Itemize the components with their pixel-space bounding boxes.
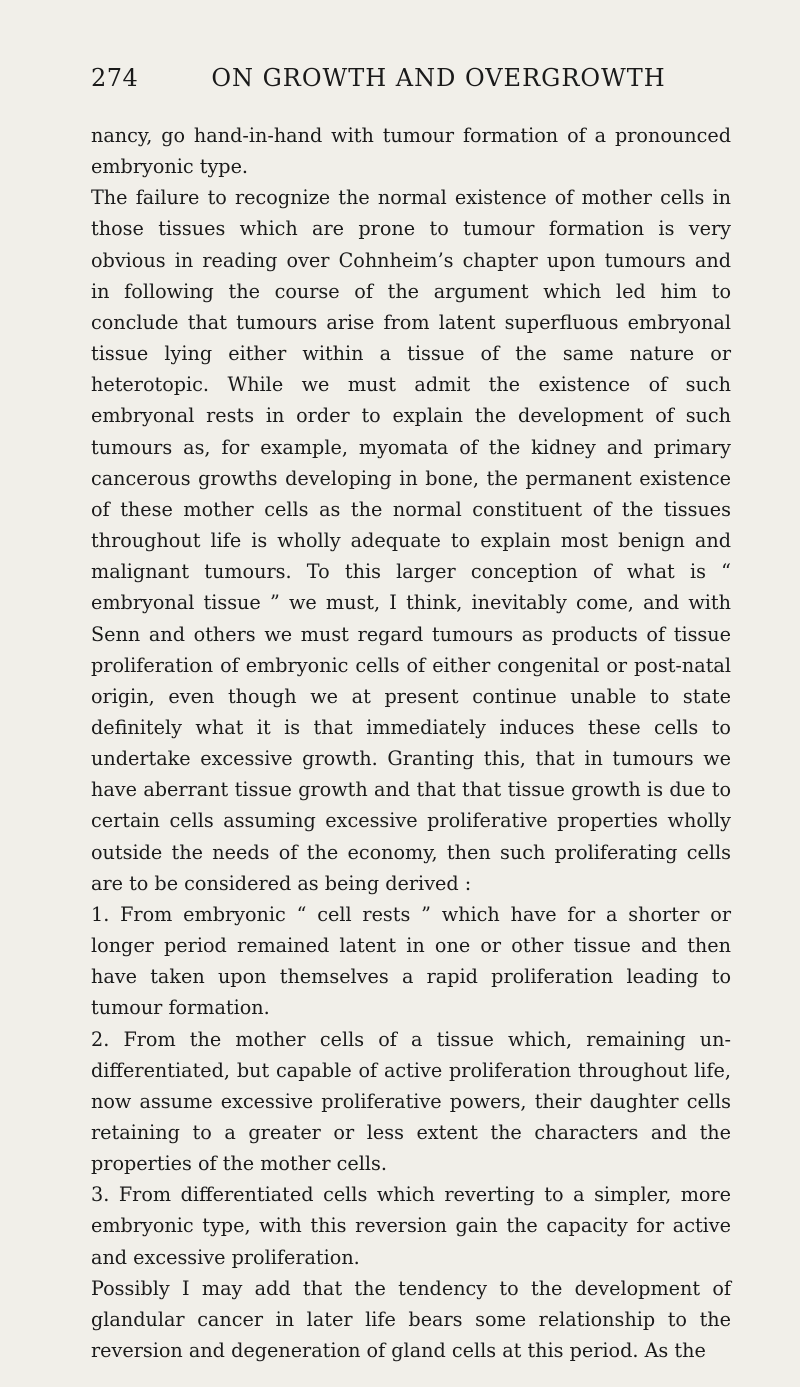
paragraph: The failure to recognize the normal existence of mother cells in those tissues which are prone to tumour formation is very obvious in reading over Cohnheim’s chapter upon tumours and in following the course of the argument which led him to conclude that tumours arise from latent superfluous embryonal tissue lying either within a tissue of the same nature or heterotopic. While we must admit the existence of such embryonal rests in order to explain the development of such tumours as, for example, myomata of the kidney and primary cancerous growths developing in bone, the permanent existence of these mother cells as the normal constituent of the tissues throughout life is wholly adequate to explain most benign and malignant tumours. To this larger conception of what is “ embryonal tissue ” we must, I think, inevitably come, and with Senn and others we must regard tumours as products of tissue proliferation of embryonic cells of either congenital or post-natal origin, even though we at present continue unable to state definitely what it is that immediately induces these cells to undertake excessive growth. Granting this, that in tumours we have aberrant tissue growth and that that tissue growth is due to certain cells assuming excessive proliferative properties wholly outside the needs of the economy, then such proliferating cells are to be considered as being derived : bbox=[91, 186, 731, 895]
paragraph: Possibly I may add that the tendency to the development of glandular cancer in later life bears some relationship to the reversion and degeneration of gland cells at this period. As the bbox=[91, 1276, 731, 1363]
list-item: 3. From differentiated cells which reverting to a simpler, more embryonic type, with this reversion gain the capacity for active and excessive proliferation. bbox=[91, 1183, 731, 1269]
list-item: 2. From the mother cells of a tissue which, remaining undifferentiated, but capable of active proliferation throughout life, now assume excessive proliferative powers, their daughter cells retaining to a greater or less extent the characters and the properties of the mother cells. bbox=[91, 1027, 731, 1176]
paragraph: nancy, go hand-in-hand with tumour formation of a pronounced embryonic type. bbox=[91, 124, 731, 179]
running-title: ON GROWTH AND OVERGROWTH bbox=[211, 64, 666, 92]
list-item: 1. From embryonic “ cell rests ” which have for a shorter or longer period remained latent in one or other tissue and then have taken upon themselves a rapid proliferation leading to tumour formation. bbox=[91, 902, 731, 1020]
body-text bbox=[91, 120, 731, 1366]
page-number: 274 bbox=[91, 64, 139, 92]
page-header bbox=[91, 64, 731, 104]
